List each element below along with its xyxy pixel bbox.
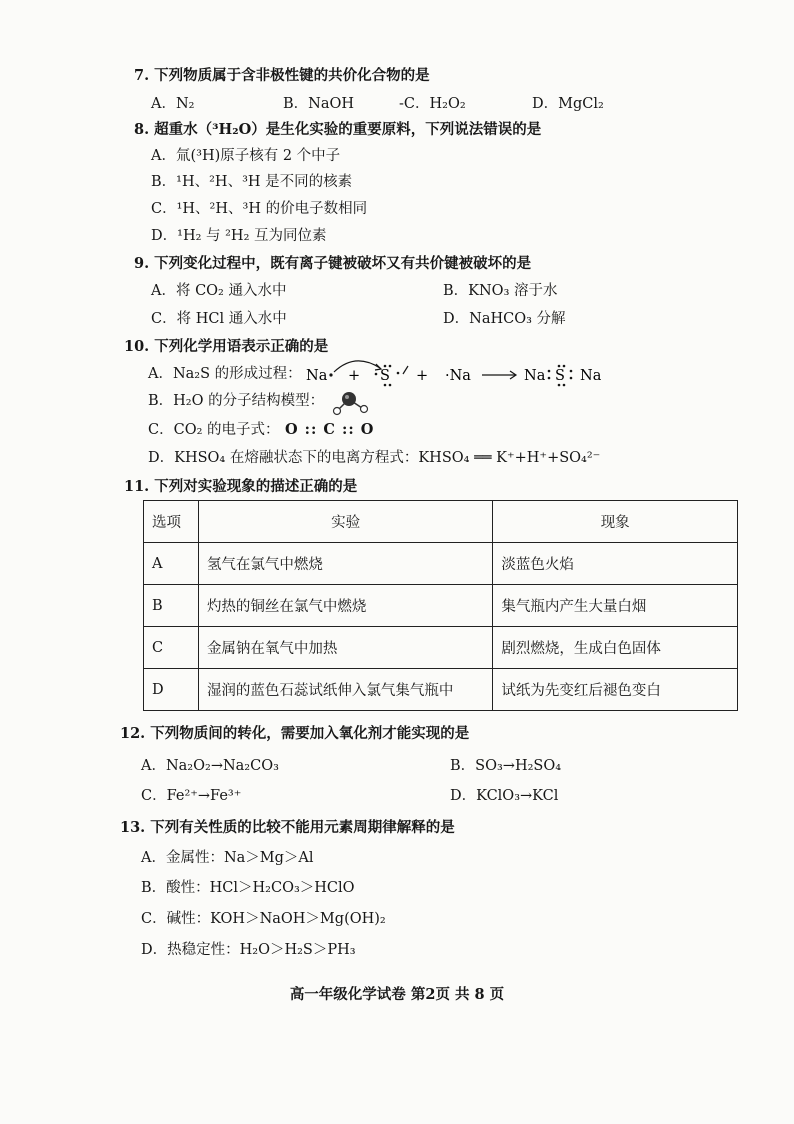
na2s-formation-equation [300, 352, 620, 388]
q7-option-c: -C．H₂O₂ [399, 96, 466, 112]
page-footer: 高一年级化学试卷 第2页 共 8 页 [289, 986, 505, 1003]
eq-dot [329, 373, 332, 376]
q13-option-b: B．酸性：HCl＞H₂CO₃＞HClO [141, 880, 355, 896]
header-phenomenon: 现象 [493, 501, 738, 543]
q8-stem: 8. 超重水（³H₂O）是生化实验的重要原料，下列说法错误的是 [134, 121, 542, 138]
table-row [144, 543, 738, 585]
eq-plus-2: + [416, 368, 429, 384]
q9-option-c: C．将 HCl 通入水中 [151, 311, 287, 327]
eq-s-2: S [555, 368, 565, 384]
header-experiment: 实验 [198, 501, 492, 543]
row-d-phenomenon: 试纸为先变红后褪色变白 [493, 669, 738, 711]
row-b-option: B [144, 585, 199, 627]
eq-s: S [380, 368, 390, 384]
experiment-table [143, 500, 738, 711]
q12-option-b: B．SO₃→H₂SO₄ [450, 758, 562, 774]
q10-option-c-label: C．CO₂ 的电子式： [148, 422, 280, 438]
q13-option-a: A．金属性：Na＞Mg＞Al [141, 850, 314, 866]
row-c-experiment: 金属钠在氧气中加热 [198, 627, 492, 669]
q7-option-b: B．NaOH [283, 96, 355, 112]
row-b-phenomenon: 集气瓶内产生大量白烟 [493, 585, 738, 627]
table-row [144, 627, 738, 669]
row-c-option: C [144, 627, 199, 669]
header-option: 选项 [144, 501, 199, 543]
row-a-option: A [144, 543, 199, 585]
eq-tick [403, 366, 408, 374]
table-row [144, 585, 738, 627]
row-d-experiment: 湿润的蓝色石蕊试纸伸入氯气集气瓶中 [198, 669, 492, 711]
q12-option-c: C．Fe²⁺→Fe³⁺ [141, 788, 242, 804]
eq-na-3: Na [524, 368, 546, 384]
q12-option-a: A．Na₂O₂→Na₂CO₃ [141, 758, 279, 774]
co2-electron-formula: O :: C :: O [285, 421, 375, 438]
q7-option-a: A．N₂ [151, 96, 195, 112]
q10-stem: 10. 下列化学用语表示正确的是 [124, 338, 329, 355]
row-a-phenomenon: 淡蓝色火焰 [493, 543, 738, 585]
water-molecule-model-icon [328, 388, 372, 416]
q10-option-d: D．KHSO₄ 在熔融状态下的电离方程式：KHSO₄ ══ K⁺+H⁺+SO₄²⁻ [148, 450, 601, 466]
q9-option-b: B．KNO₃ 溶于水 [443, 283, 558, 299]
eq-na-1: Na [306, 368, 328, 384]
q9-stem: 9. 下列变化过程中，既有离子键被破坏又有共价键被破坏的是 [134, 255, 532, 272]
q11-stem: 11. 下列对实验现象的描述正确的是 [124, 478, 358, 495]
q9-option-a: A．将 CO₂ 通入水中 [151, 283, 287, 299]
q8-option-d: D．¹H₂ 与 ²H₂ 互为同位素 [151, 228, 327, 244]
eq-plus-1: + [348, 368, 361, 384]
table-row [144, 669, 738, 711]
q13-stem: 13. 下列有关性质的比较不能用元素周期律解释的是 [120, 819, 455, 836]
q12-option-d: D．KClO₃→KCl [450, 788, 559, 804]
row-c-phenomenon: 剧烈燃烧，生成白色固体 [493, 627, 738, 669]
row-d-option: D [144, 669, 199, 711]
q10-option-a-label: A．Na₂S 的形成过程： [148, 366, 302, 382]
q7-stem: 7. 下列物质属于含非极性键的共价化合物的是 [134, 67, 430, 84]
q12-stem: 12. 下列物质间的转化，需要加入氧化剂才能实现的是 [120, 725, 470, 742]
eq-na-4: Na [580, 368, 602, 384]
q9-option-d: D．NaHCO₃ 分解 [443, 311, 566, 327]
eq-na-2: ·Na [445, 368, 471, 384]
q13-option-d: D．热稳定性：H₂O＞H₂S＞PH₃ [141, 942, 356, 958]
q8-option-b: B．¹H、²H、³H 是不同的核素 [151, 174, 353, 190]
q7-option-d: D．MgCl₂ [532, 96, 604, 112]
q13-option-c: C．碱性：KOH＞NaOH＞Mg(OH)₂ [141, 911, 386, 927]
row-a-experiment: 氢气在氯气中燃烧 [198, 543, 492, 585]
q8-option-a: A．氚(³H)原子核有 2 个中子 [151, 148, 341, 164]
q8-option-c: C．¹H、²H、³H 的价电子数相同 [151, 201, 368, 217]
row-b-experiment: 灼热的铜丝在氯气中燃烧 [198, 585, 492, 627]
q10-option-b: B．H₂O 的分子结构模型： [148, 393, 325, 409]
table-header-row [144, 501, 738, 543]
